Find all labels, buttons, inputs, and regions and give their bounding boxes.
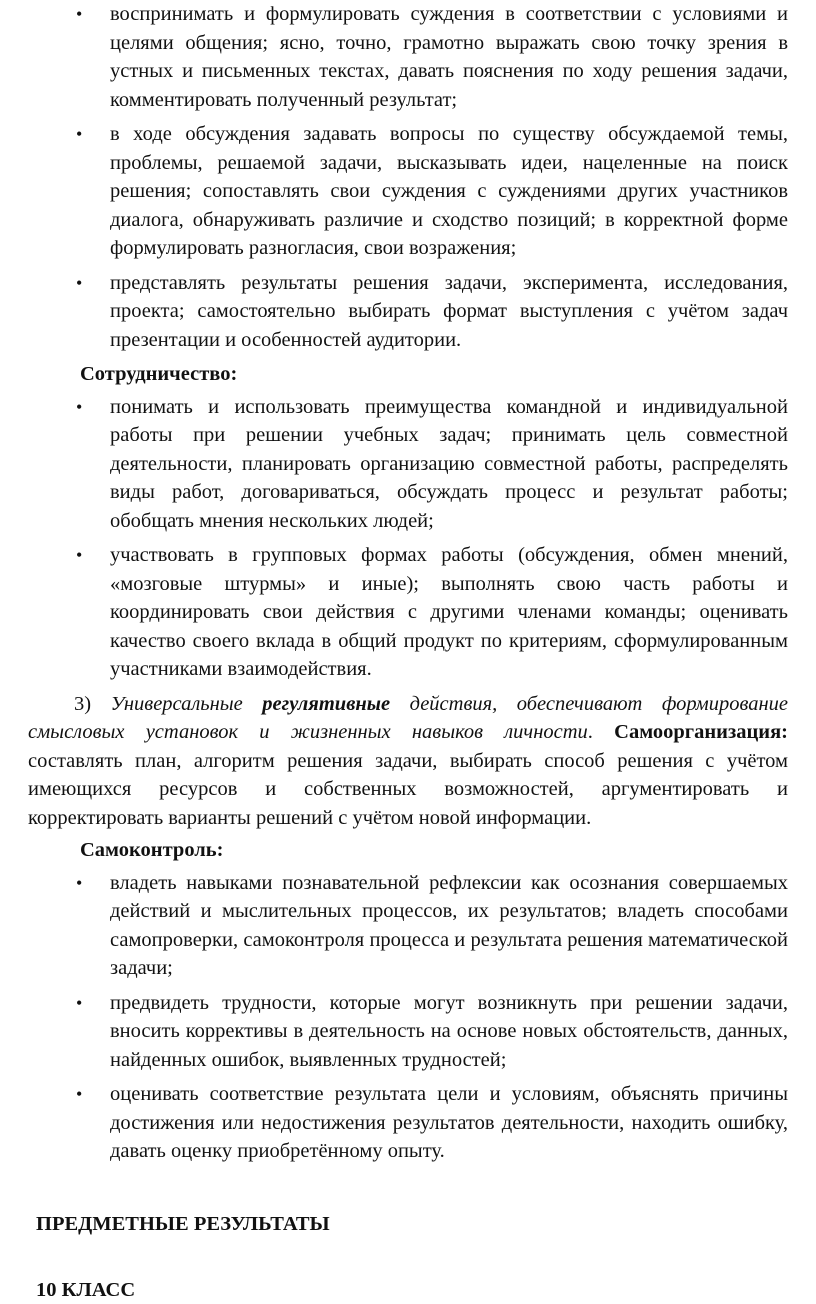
cooperation-heading: Сотрудничество: bbox=[80, 363, 238, 385]
paragraph-rest: составлять план, алгоритм решения задачи, выбирать способ решения с учётом имеющихся ресурсов и собственных возможностей, аргументировать и корректировать варианты решений с учётом новой информации. bbox=[28, 749, 788, 829]
selfcontrol-list bbox=[28, 869, 788, 1166]
paragraph-number: 3) bbox=[74, 692, 111, 715]
regulatory-paragraph bbox=[28, 690, 788, 833]
selfcontrol-heading: Самоконтроль: bbox=[80, 839, 224, 861]
grade-title: 10 КЛАСС bbox=[36, 1278, 136, 1301]
list-item: • представлять результаты решения задачи, эксперимента, исследования, проекта; самостоятельно выбирать формат выступления с учётом задач презентации и особенностей аудитории. bbox=[110, 269, 788, 355]
paragraph-italic-1: Универсальные bbox=[110, 692, 263, 715]
list-item: • предвидеть трудности, которые могут возникнуть при решении задачи, вносить коррективы в деятельность на основе новых обстоятельств, данных, найденных ошибок, выявленных трудностей; bbox=[110, 989, 788, 1075]
communication-list bbox=[28, 0, 788, 354]
list-item: • в ходе обсуждения задавать вопросы по существу обсуждаемой темы, проблемы, решаемой задачи, высказывать идеи, нацеленные на поиск решения; сопоставлять свои суждения с суждениями других участников диалога, обнаруживать различие и сходство позиций; в корректной форме формулировать разногласия, свои возражения; bbox=[110, 120, 788, 263]
list-item: • понимать и использовать преимущества командной и индивидуальной работы при решении учебных задач; принимать цель совместной деятельности, планировать организацию совместной работы, распределять виды работ, договариваться, обсуждать процесс и результат работы; обобщать мнения нескольких людей; bbox=[110, 393, 788, 536]
cooperation-list bbox=[28, 393, 788, 684]
paragraph-dot: . bbox=[587, 721, 615, 743]
self-organization-heading: Самоорганизация: bbox=[614, 721, 789, 743]
list-item: • оценивать соответствие результата цели и условиям, объяснять причины достижения или недостижения результатов деятельности, находить ошибку, давать оценку приобретённому опыту. bbox=[110, 1080, 788, 1166]
list-item: • воспринимать и формулировать суждения в соответствии с условиями и целями общения; ясно, точно, грамотно выражать свою точку зрения в устных и письменных текстах, давать пояснения по ходу решения задачи, комментировать полученный результат; bbox=[110, 0, 788, 114]
paragraph-italic-2: действия, обеспечивают формирование смысловых установок и жизненных навыков личности bbox=[28, 692, 788, 743]
paragraph-bold-italic: регулятивные bbox=[262, 692, 391, 715]
list-item: • участвовать в групповых формах работы (обсуждения, обмен мнений, «мозговые штурмы» и иные); выполнять свою часть работы и координировать свои действия с другими членами команды; оценивать качество своего вклада в общий продукт по критериям, сформулированным участниками взаимодействия. bbox=[110, 541, 788, 684]
list-item: • владеть навыками познавательной рефлексии как осознания совершаемых действий и мыслительных процессов, их результатов; владеть способами самопроверки, самоконтроля процесса и результата решения математической задачи; bbox=[110, 869, 788, 983]
section-title: ПРЕДМЕТНЫЕ РЕЗУЛЬТАТЫ bbox=[36, 1212, 330, 1235]
